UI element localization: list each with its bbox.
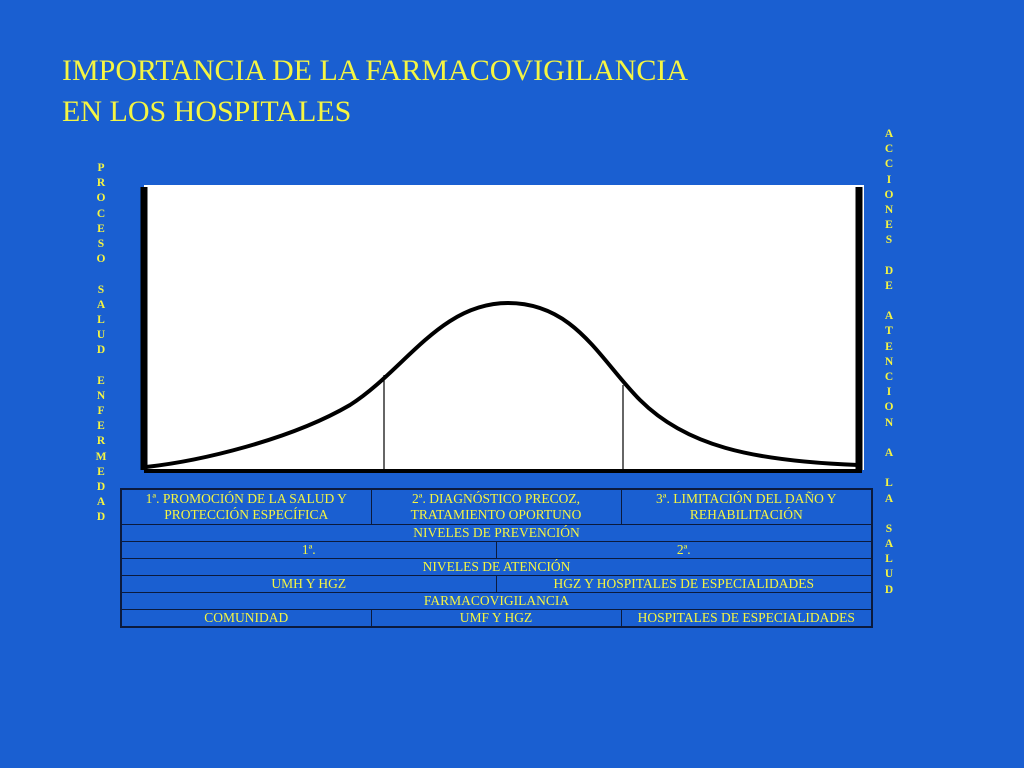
table-row [121,489,872,525]
scope-cell-community: COMUNIDAD [121,610,371,628]
vertical-letter: C [884,158,894,171]
vertical-letter [91,267,111,282]
vertical-letter: E [97,222,105,235]
vertical-letter: D [96,511,106,524]
vertical-letter: D [884,583,894,596]
curve-background [144,185,864,470]
vertical-letter [879,294,899,309]
vertical-letter: C [96,207,106,220]
vertical-letter: A [884,492,894,505]
vertical-letter: S [97,283,105,296]
acciones-de-atencion-label [879,127,899,598]
prevention-level-cell-1: 1ª. [121,542,496,559]
proceso-salud-enfermedad-label [91,161,111,526]
vertical-letter: R [96,177,106,190]
vertical-letter: D [884,264,894,277]
vertical-letter: O [884,188,894,201]
prevention-levels-table [120,488,873,628]
vertical-letter: C [884,143,894,156]
vertical-letter [91,358,111,373]
scope-cell-hospitals: HOSPITALES DE ESPECIALIDADES [621,610,872,628]
prevention-header-cell: NIVELES DE PREVENCIÓN [121,525,872,542]
vertical-letter: U [884,568,894,581]
vertical-letter: A [96,298,106,311]
vertical-letter: S [97,237,105,250]
stage-cell-promotion: 1ª. PROMOCIÓN DE LA SALUD Y PROTECCIÓN ESPECÍFICA [121,489,371,525]
vertical-letter: C [884,371,894,383]
vertical-letter: L [885,477,893,490]
vertical-letter: N [96,389,106,402]
scope-cell-umf: UMF Y HGZ [371,610,621,628]
vertical-letter: S [885,234,893,247]
vertical-letter: E [885,340,893,353]
disease-curve-graphic [140,185,866,476]
vertical-letter: T [885,325,893,338]
vertical-letter: A [884,310,894,323]
vertical-letter [879,431,899,446]
vertical-letter: N [884,355,894,368]
attention-header-cell: NIVELES DE ATENCIÓN [121,559,872,576]
vertical-letter: E [97,374,105,387]
attention-level-cell-1: UMH Y HGZ [121,576,496,593]
vertical-letter: I [886,386,892,399]
vertical-letter: E [885,279,893,292]
vertical-letter: P [97,162,105,174]
attention-level-cell-2: HGZ Y HOSPITALES DE ESPECIALIDADES [496,576,872,593]
vertical-letter: S [885,522,893,535]
vertical-letter: E [97,465,105,478]
table-row [121,593,872,610]
table-row [121,576,872,593]
vertical-letter: U [96,329,106,342]
vertical-letter: L [97,313,105,326]
vertical-letter: F [97,405,105,417]
stage-cell-diagnosis: 2ª. DIAGNÓSTICO PRECOZ, TRATAMIENTO OPORTUNO [371,489,621,525]
vertical-letter: N [884,203,894,216]
vertical-letter [879,461,899,476]
vertical-letter: A [884,446,894,459]
vertical-letter: A [96,496,106,509]
table-row [121,610,872,628]
vertical-letter: M [95,450,107,463]
table-row [121,559,872,576]
vertical-letter: E [97,420,105,433]
page-title-line-2: EN LOS HOSPITALES [62,95,352,128]
disease-curve-panel [140,185,866,476]
stage-cell-limitation: 3ª. LIMITACIÓN DEL DAÑO Y REHABILITACIÓN [621,489,872,525]
prevention-level-cell-2: 2ª. [496,542,872,559]
vertical-letter: D [96,344,106,357]
vertical-letter: O [884,401,894,414]
vertical-letter: O [96,192,106,205]
vertical-letter: A [884,128,894,140]
vertical-letter: R [96,435,106,448]
vertical-letter: I [886,173,892,186]
vertical-letter [879,507,899,522]
vertical-letter: A [884,538,894,551]
vertical-letter [879,249,899,264]
table-row [121,525,872,542]
page-title-line-1: IMPORTANCIA DE LA FARMACOVIGILANCIA [62,54,689,87]
pharmacovigilance-header-cell: FARMACOVIGILANCIA [121,593,872,610]
vertical-letter: L [885,553,893,566]
vertical-letter: N [884,416,894,429]
vertical-letter: O [96,253,106,266]
vertical-letter: D [96,480,106,493]
vertical-letter: E [885,219,893,232]
table-row [121,542,872,559]
